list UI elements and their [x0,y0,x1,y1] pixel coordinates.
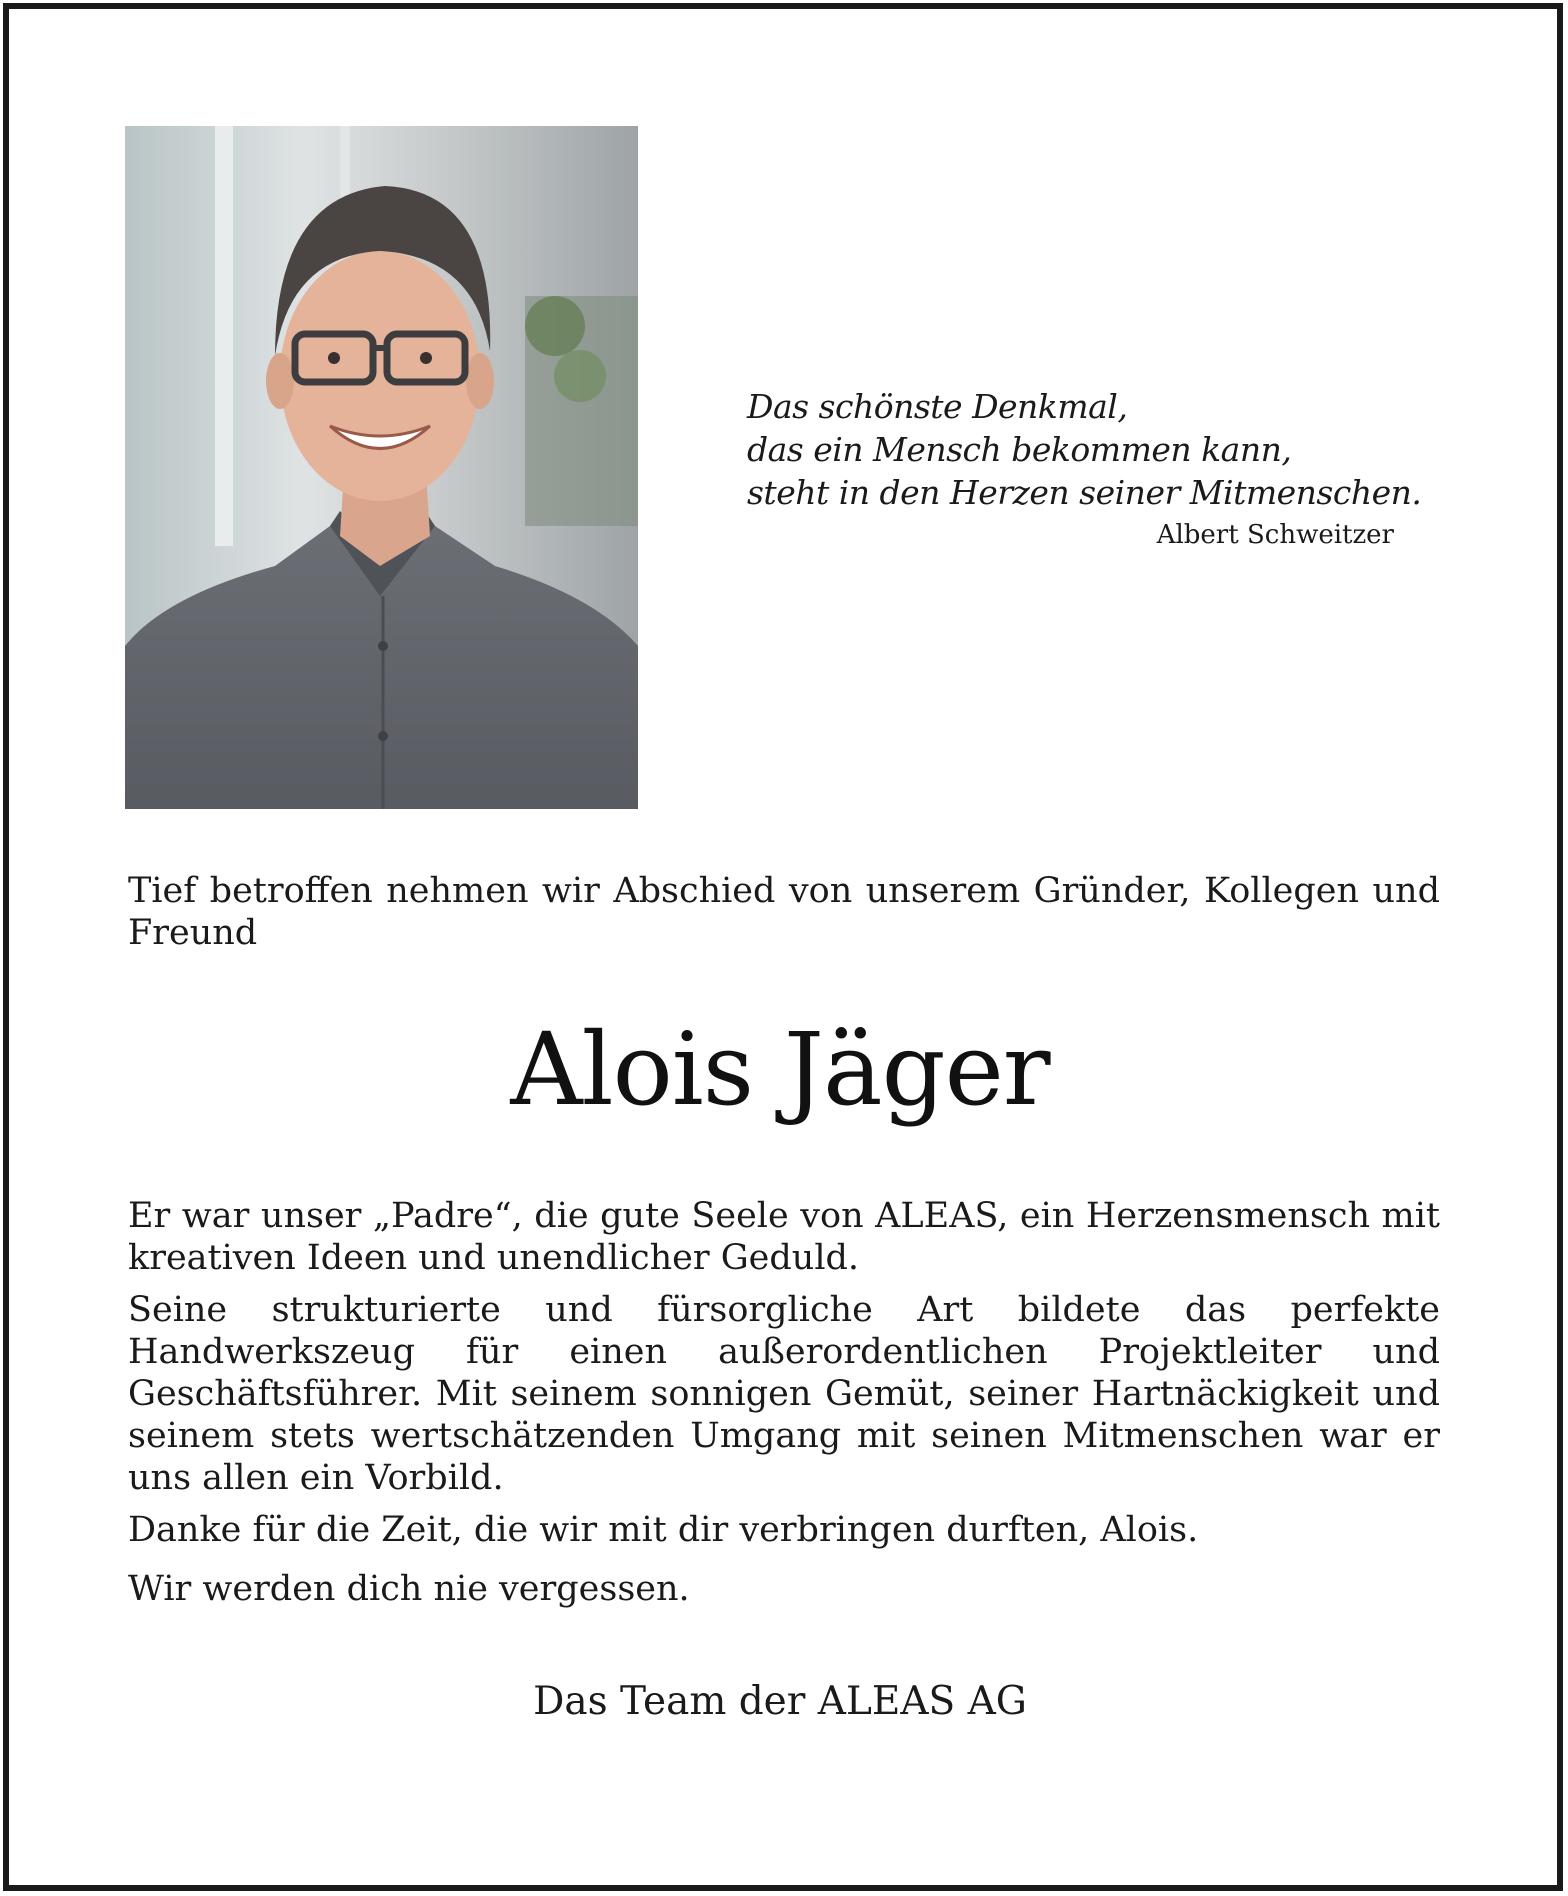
closing-line: Wir werden dich nie vergessen. [128,1569,690,1609]
quote-line: das ein Mensch bekommen kann, [747,430,1292,469]
quote-block [747,385,1422,552]
quote-author: Albert Schweitzer [1156,520,1394,550]
signature: Das Team der ALEAS AG [533,1679,1027,1724]
deceased-name: Alois Jäger [510,1011,1050,1128]
tribute-paragraph: Er war unser „Padre“, die gute Seele von ALEAS, ein Herzensmensch mit kreativen Ideen und unendlicher Geduld. [128,1196,1440,1278]
tribute-text [128,1195,1440,1561]
intro-text: Tief betroffen nehmen wir Abschied von unserem Gründer, Kollegen und Freund [128,871,1440,953]
quote-line: steht in den Herzen seiner Mitmenschen. [747,473,1422,512]
tribute-paragraph: Seine strukturierte und fürsorgliche Art bildete das perfekte Handwerkszeug für einen außerordentlichen Projektleiter und Geschäftsführer. Mit seinem sonnigen Gemüt, seiner Hartnäckigkeit und seinem stets wertschätzenden Umgang mit seinen Mitmenschen war er uns allen ein Vorbild. [128,1290,1440,1498]
quote-line: Das schönste Denkmal, [747,387,1128,426]
portrait-photo [125,126,638,809]
tribute-paragraph: Danke für die Zeit, die wir mit dir verbringen durften, Alois. [128,1510,1199,1550]
